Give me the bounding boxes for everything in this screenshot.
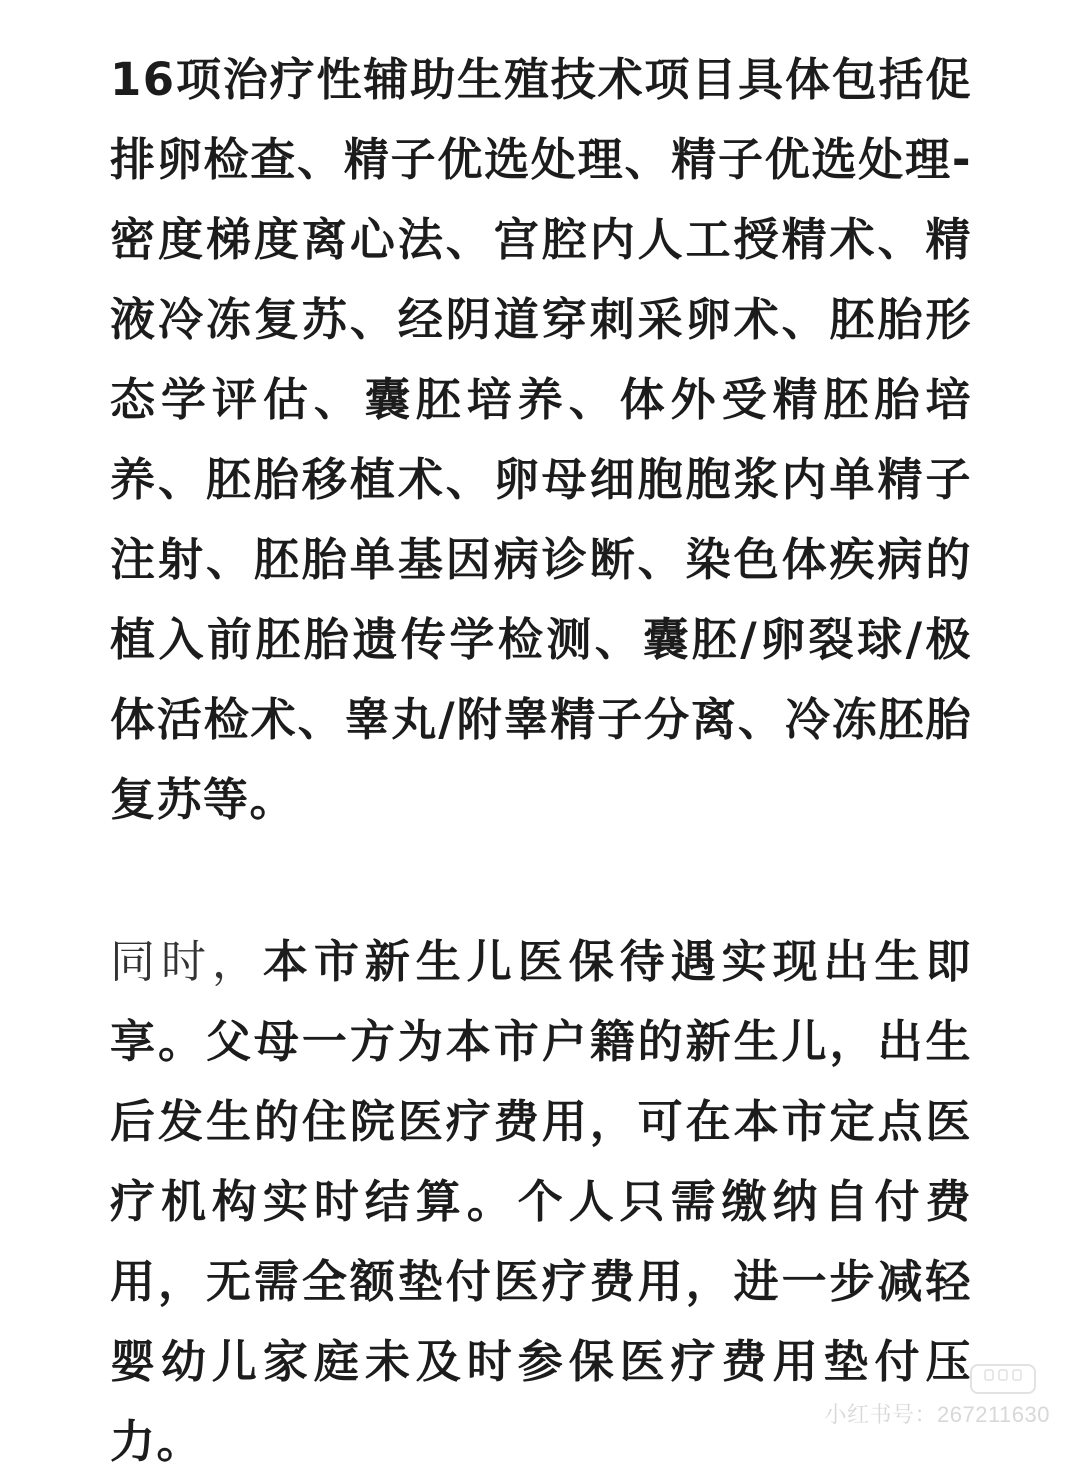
logo-glyph-icon (983, 1366, 1023, 1384)
paragraph-lead: 同时， (110, 935, 263, 988)
watermark-text: 小红书号：267211630 (824, 1402, 1050, 1427)
watermark (825, 1364, 1051, 1428)
article-body (110, 40, 972, 1482)
xiaohongshu-logo-icon (970, 1364, 1036, 1394)
paragraph-text: 16项治疗性辅助生殖技术项目具体包括促排卵检查、精子优选处理、精子优选处理-密度梯度离心法、宫腔内人工授精术、精液冷冻复苏、经阴道穿刺采卵术、胚胎形态学评估、囊胚培养、体外受精胚胎培养、胚胎移植术、卵母细胞胞浆内单精子注射、胚胎单基因病诊断、染色体疾病的植入前胚胎遗传学检测、囊胚/卵裂球/极体活检术、睾丸/附睾精子分离、冷冻胚胎复苏等。 (110, 53, 972, 826)
paragraph-art-items (110, 40, 972, 840)
paragraph-text: 本市新生儿医保待遇实现出生即享。父母一方为本市户籍的新生儿，出生后发生的住院医疗费用，可在本市定点医疗机构实时结算。个人只需缴纳自付费用，无需全额垫付医疗费用，进一步减轻婴幼儿家庭未及时参保医疗费用垫付压力。 (110, 935, 972, 1468)
